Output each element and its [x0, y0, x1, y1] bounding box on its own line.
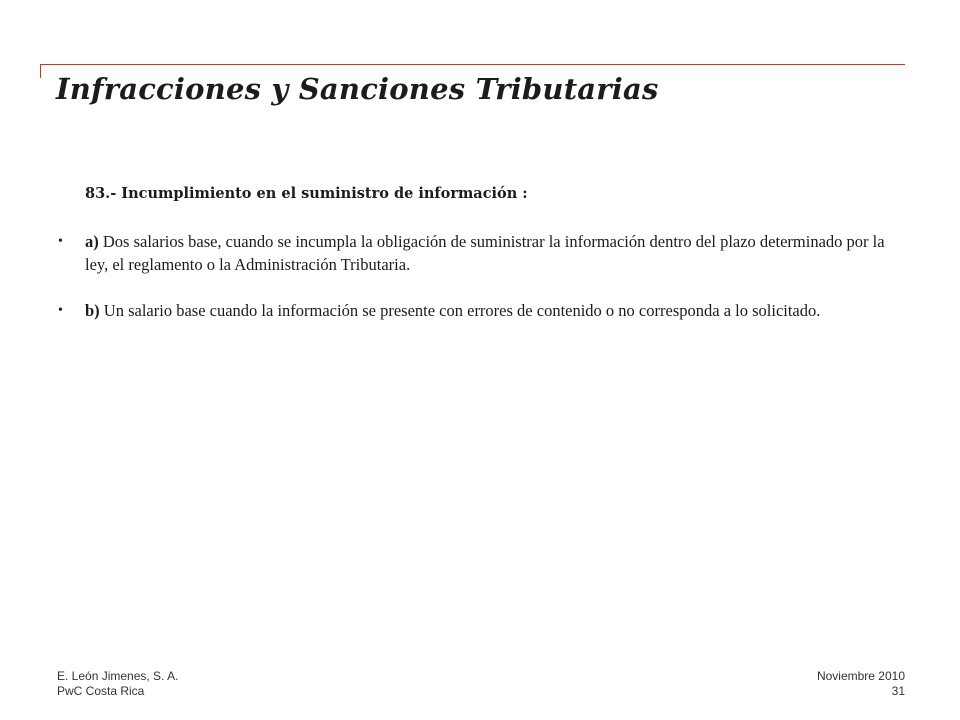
bullet-item-b: [58, 299, 908, 322]
slide-title: Infracciones y Sanciones Tributarias: [56, 72, 659, 106]
footer-left: [57, 669, 178, 699]
footer-firm: PwC Costa Rica: [57, 684, 145, 698]
page-number: 31: [891, 684, 905, 698]
bullet-marker: •: [58, 303, 63, 318]
bullet-item-a: [58, 230, 908, 276]
footer-company: E. León Jimenes, S. A.: [57, 669, 179, 683]
title-frame-left-tick: [40, 64, 41, 78]
title-frame-top-line: [40, 64, 905, 65]
bullet-list: [58, 230, 908, 345]
bullet-label: b): [85, 301, 100, 320]
bullet-label: a): [85, 232, 99, 251]
bullet-marker: •: [58, 234, 63, 249]
section-subheading: 83.- Incumplimiento en el suministro de información :: [85, 185, 528, 202]
footer-right: [817, 669, 905, 699]
bullet-text: Dos salarios base, cuando se incumpla la obligación de suministrar la información dentro del plazo determinado por la ley, el reglamento o la Administración Tributaria.: [85, 232, 885, 274]
bullet-text: Un salario base cuando la información se presente con errores de contenido o no corresponda a lo solicitado.: [99, 301, 821, 320]
footer-date: Noviembre 2010: [816, 669, 905, 683]
